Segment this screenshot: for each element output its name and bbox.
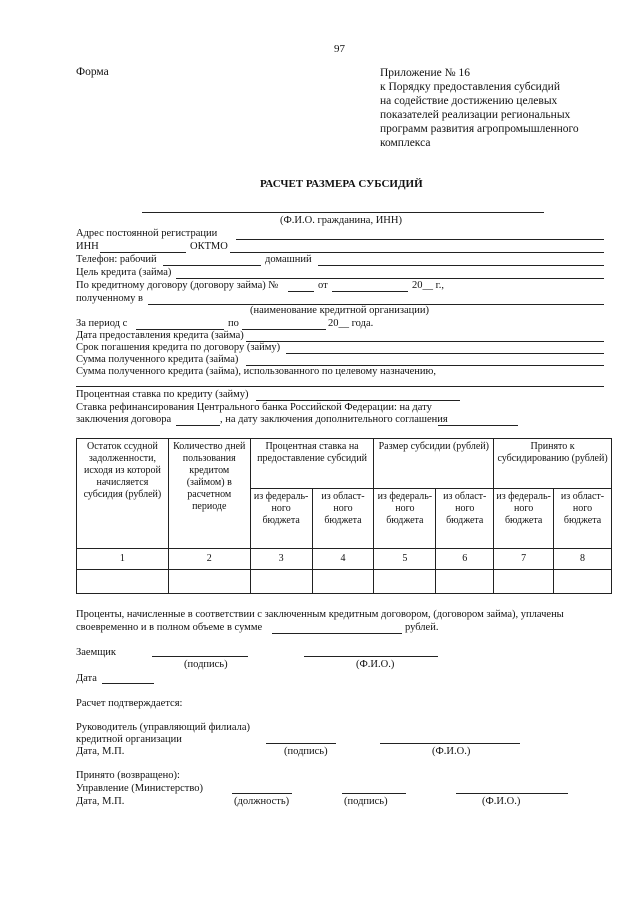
column-number: 4 <box>312 549 374 570</box>
issue-date-label: Дата предоставления кредита (займа) <box>76 330 244 341</box>
amount-used-field[interactable] <box>76 386 604 387</box>
header-federal: из федераль-ного бюджета <box>250 489 312 549</box>
head-org-label: кредитной организации <box>76 734 182 745</box>
department-fio-caption: (Ф.И.О.) <box>482 796 521 807</box>
form-label: Форма <box>76 66 109 78</box>
column-number: 5 <box>374 549 436 570</box>
address-label: Адрес постоянной регистрации <box>76 228 218 239</box>
interest-text: Проценты, начисленные в соответствии с заключенным кредитным договором, (договором займа), уплачены <box>76 609 564 620</box>
header-federal: из федераль-ного бюджета <box>494 489 554 549</box>
repay-term-label: Срок погашения кредита по договору (займу) <box>76 342 281 353</box>
column-number: 2 <box>168 549 250 570</box>
header-regional: из област-ного бюджета <box>554 489 612 549</box>
period-to-label: по <box>228 318 239 329</box>
date-field[interactable] <box>102 683 154 684</box>
header-size-group: Размер субсидии (рублей) <box>374 439 494 489</box>
department-position-field[interactable] <box>232 793 292 794</box>
table-cell[interactable] <box>436 570 494 594</box>
phone-work-label: Телефон: рабочий <box>76 254 157 265</box>
table-cell[interactable] <box>312 570 374 594</box>
head-signature-caption: (подпись) <box>284 746 328 757</box>
date-label: Дата <box>76 673 97 684</box>
column-number: 6 <box>436 549 494 570</box>
contract-date-field[interactable] <box>332 291 408 292</box>
organization-caption: (наименование кредитной организации) <box>250 305 429 316</box>
borrower-fio-field[interactable] <box>304 656 438 657</box>
amount-used-label: Сумма полученного кредита (займа), использованного по целевому назначению, <box>76 366 436 377</box>
fio-line[interactable] <box>142 212 544 213</box>
rate-field[interactable] <box>256 400 460 401</box>
position-caption: (должность) <box>234 796 290 807</box>
header-accepted-group: Принято к субсидированию (рублей) <box>494 439 612 489</box>
appendix-line: к Порядку предоставления субсидий <box>380 81 560 93</box>
repay-term-field[interactable] <box>286 353 604 354</box>
fio-caption: (Ф.И.О.) <box>356 659 395 670</box>
fio-caption: (Ф.И.О. гражданина, ИНН) <box>280 215 402 226</box>
department-signature-caption: (подпись) <box>344 796 388 807</box>
interest-sum-field[interactable] <box>272 633 402 634</box>
appendix-line: на содействие достижению целевых <box>380 95 558 107</box>
cbr-rate-contract-label: заключения договора <box>76 414 172 425</box>
head-label: Руководитель (управляющий филиала) <box>76 722 250 733</box>
rate-label: Процентная ставка по кредиту (займу) <box>76 389 249 400</box>
appendix-block <box>380 66 579 150</box>
appendix-number: Приложение № 16 <box>380 67 470 79</box>
inn-field[interactable] <box>100 252 186 253</box>
phone-home-field[interactable] <box>318 265 604 266</box>
head-date-label: Дата, М.П. <box>76 746 125 757</box>
header-regional: из област-ного бюджета <box>312 489 374 549</box>
period-label: За период с <box>76 318 128 329</box>
table-cell[interactable] <box>374 570 436 594</box>
cbr-rate-label: Ставка рефинансирования Центрального банка Российской Федерации: на дату <box>76 402 432 413</box>
contract-from-label: от <box>318 280 328 291</box>
accepted-label: Принято (возвращено): <box>76 770 180 781</box>
appendix-line: программ развития агропромышленного <box>380 123 579 135</box>
header-days: Количество дней пользования кредитом (займом) в расчетном периоде <box>168 439 250 549</box>
department-signature-field[interactable] <box>342 793 406 794</box>
contract-label: По кредитному договору (договору займа) № <box>76 280 279 291</box>
phone-work-field[interactable] <box>163 265 261 266</box>
column-number: 3 <box>250 549 312 570</box>
period-end-field[interactable] <box>242 329 326 330</box>
confirmed-label: Расчет подтверждается: <box>76 698 183 709</box>
appendix-line: комплекса <box>380 137 431 149</box>
contract-number-field[interactable] <box>288 291 314 292</box>
table-cell[interactable] <box>168 570 250 594</box>
borrower-signature-field[interactable] <box>152 656 248 657</box>
inn-label: ИНН <box>76 241 99 252</box>
department-fio-field[interactable] <box>456 793 568 794</box>
appendix-line: показателей реализации региональных <box>380 109 571 121</box>
page-title: РАСЧЕТ РАЗМЕРА СУБСИДИЙ <box>260 178 423 190</box>
issue-date-field[interactable] <box>246 341 604 342</box>
table-cell[interactable] <box>250 570 312 594</box>
head-fio-caption: (Ф.И.О.) <box>432 746 471 757</box>
oktmo-label: ОКТМО <box>190 241 228 252</box>
purpose-field[interactable] <box>176 278 604 279</box>
header-federal: из федераль-ного бюджета <box>374 489 436 549</box>
header-regional: из област-ного бюджета <box>436 489 494 549</box>
amount-label: Сумма полученного кредита (займа) <box>76 354 239 365</box>
period-year: 20__ года. <box>328 318 374 329</box>
head-fio-field[interactable] <box>380 743 520 744</box>
column-number: 8 <box>554 549 612 570</box>
table-cell[interactable] <box>494 570 554 594</box>
subsidy-table <box>76 438 612 594</box>
header-loan-balance: Остаток ссудной задолженности, исходя из которой начисляется субсидия (рублей) <box>77 439 169 549</box>
cbr-rate-addendum-field[interactable] <box>438 425 518 426</box>
borrower-label: Заемщик <box>76 647 117 658</box>
department-label: Управление (Министерство) <box>76 783 204 794</box>
signature-caption: (подпись) <box>184 659 228 670</box>
contract-year: 20__ г., <box>412 280 444 291</box>
rubles-label: рублей. <box>405 622 439 633</box>
head-signature-field[interactable] <box>266 743 336 744</box>
column-number: 1 <box>77 549 169 570</box>
oktmo-field[interactable] <box>230 252 604 253</box>
page-number: 97 <box>334 43 345 55</box>
purpose-label: Цель кредита (займа) <box>76 267 172 278</box>
column-number: 7 <box>494 549 554 570</box>
table-cell[interactable] <box>77 570 169 594</box>
cbr-rate-contract-field[interactable] <box>176 425 220 426</box>
cbr-rate-addendum-label: , на дату заключения дополнительного соглашения <box>220 414 448 425</box>
received-label: полученному в <box>76 293 143 304</box>
header-rate-group: Процентная ставка на предоставление субсидий <box>250 439 374 489</box>
address-field[interactable] <box>236 239 604 240</box>
interest-sum-label: своевременно и в полном объеме в сумме <box>76 622 263 633</box>
phone-home-label: домашний <box>265 254 312 265</box>
department-date-label: Дата, М.П. <box>76 796 125 807</box>
table-cell[interactable] <box>554 570 612 594</box>
